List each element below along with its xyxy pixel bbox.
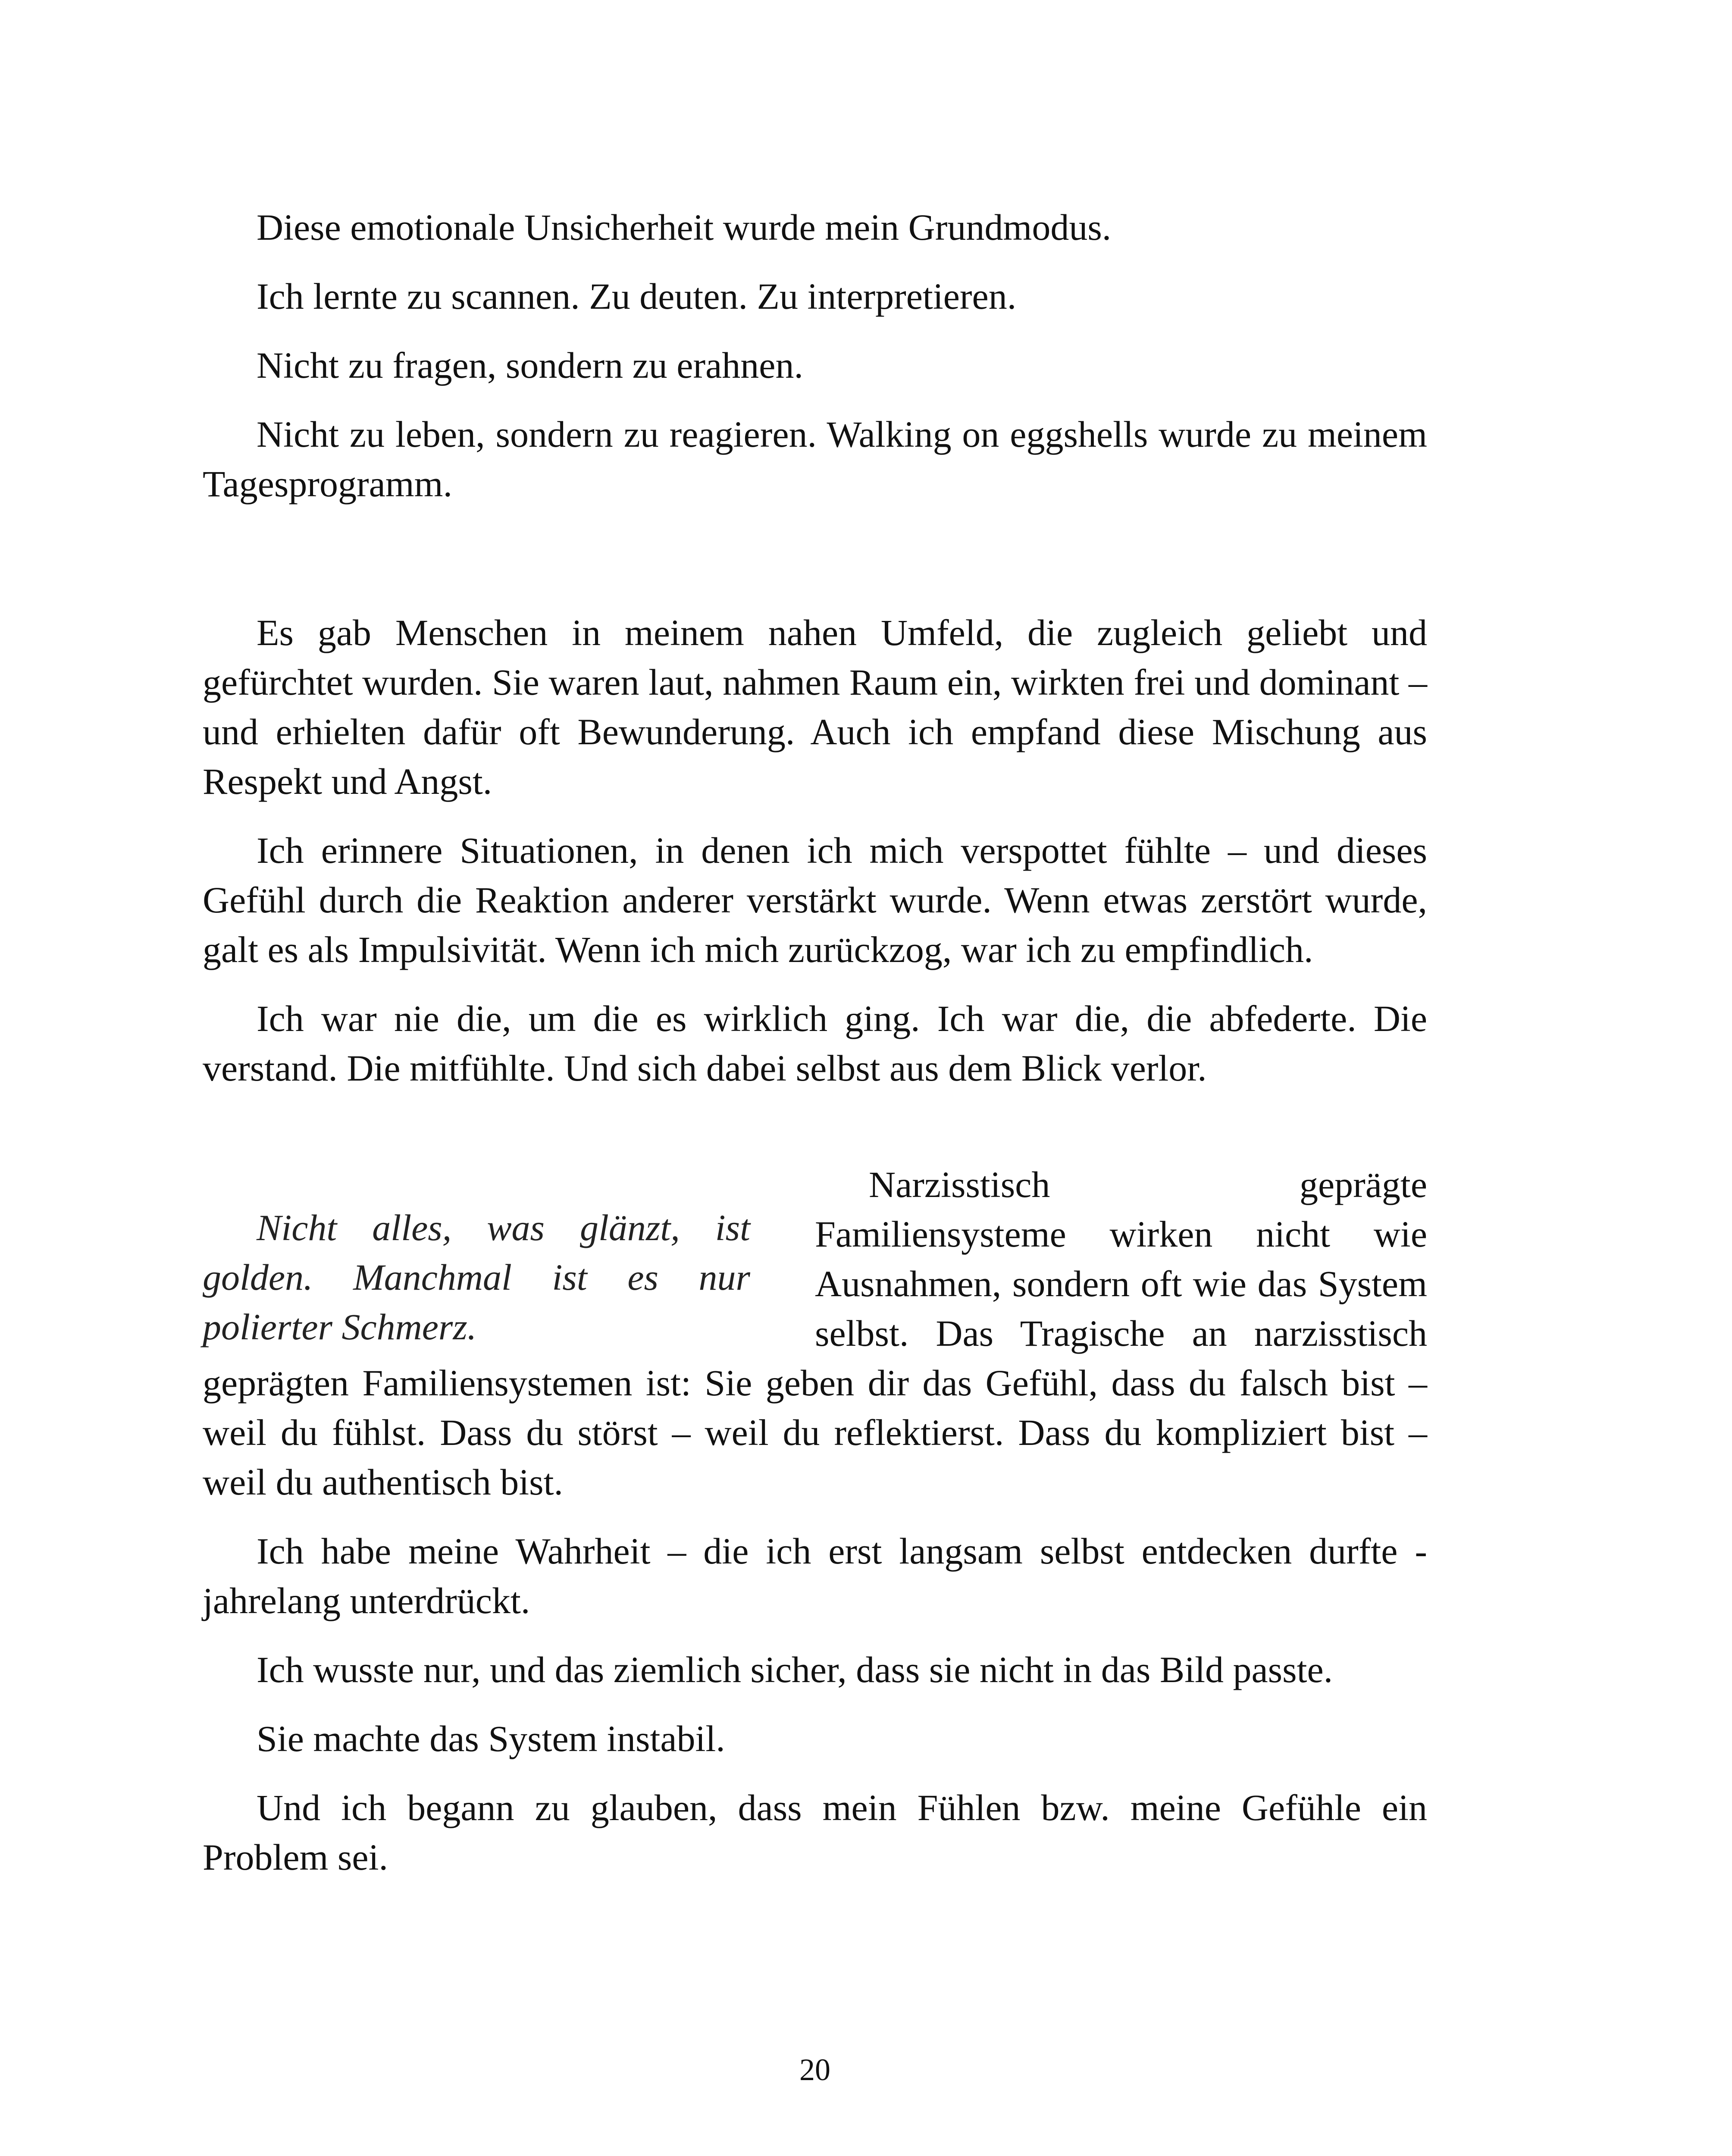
paragraph-wrapped: Narzisstisch geprägte Familiensysteme wirken nicht wie Ausnahmen, sondern oft wie das System selbst. Das Tragische an narzisstisch geprägten Familiensystemen ist: Sie geben dir das Gefühl, dass du falsch bist – weil du fühlst. Dass du störst – weil du reflektierst. Dass du kompliziert bist – weil du authentisch bist. [203, 1164, 1427, 1503]
pullquote-section [203, 1160, 1427, 1882]
paragraph: Nicht zu fragen, sondern zu erahnen. [257, 345, 803, 386]
paragraph: Es gab Menschen in meinem nahen Umfeld, die zugleich geliebt und gefürchtet wurden. Sie waren laut, nahmen Raum ein, wirkten frei und dominant – und erhielten dafür oft Bewunderung. Auch ich empfand diese Mischung aus Respekt und Angst. [203, 612, 1427, 802]
paragraph: Und ich begann zu glauben, dass mein Fühlen bzw. meine Gefühle ein Problem sei. [203, 1787, 1427, 1878]
paragraph: Ich habe meine Wahrheit – die ich erst langsam selbst entdecken durfte - jahrelang unterdrückt. [203, 1530, 1427, 1621]
paragraph: Nicht zu leben, sondern zu reagieren. Walking on eggshells wurde zu meinem Tagesprogramm. [203, 414, 1427, 505]
text-block-family [203, 608, 1427, 1093]
paragraph: Ich erinnere Situationen, in denen ich mich verspottet fühlte – und dieses Gefühl durch die Reaktion anderer verstärkt wurde. Wenn etwas zerstört wurde, galt es als Impulsivität. Wenn ich mich zurückzog, war ich zu empfindlich. [203, 830, 1427, 970]
paragraph: Ich lernte zu scannen. Zu deuten. Zu interpretieren. [257, 276, 1017, 317]
pullquote: Nicht alles, was glänzt, ist golden. Manchmal ist es nur polierter Schmerz. [203, 1207, 750, 1348]
page-number: 20 [799, 2053, 830, 2087]
paragraph: Sie machte das System instabil. [257, 1718, 725, 1759]
paragraph: Ich wusste nur, und das ziemlich sicher, dass sie nicht in das Bild passte. [257, 1649, 1333, 1690]
paragraph: Diese emotionale Unsicherheit wurde mein Grundmodus. [257, 207, 1112, 248]
paragraph: Ich war nie die, um die es wirklich ging. Ich war die, die abfederte. Die verstand. Die mitfühlte. Und sich dabei selbst aus dem Blick verlor. [203, 998, 1427, 1089]
text-block-intro [203, 203, 1427, 509]
